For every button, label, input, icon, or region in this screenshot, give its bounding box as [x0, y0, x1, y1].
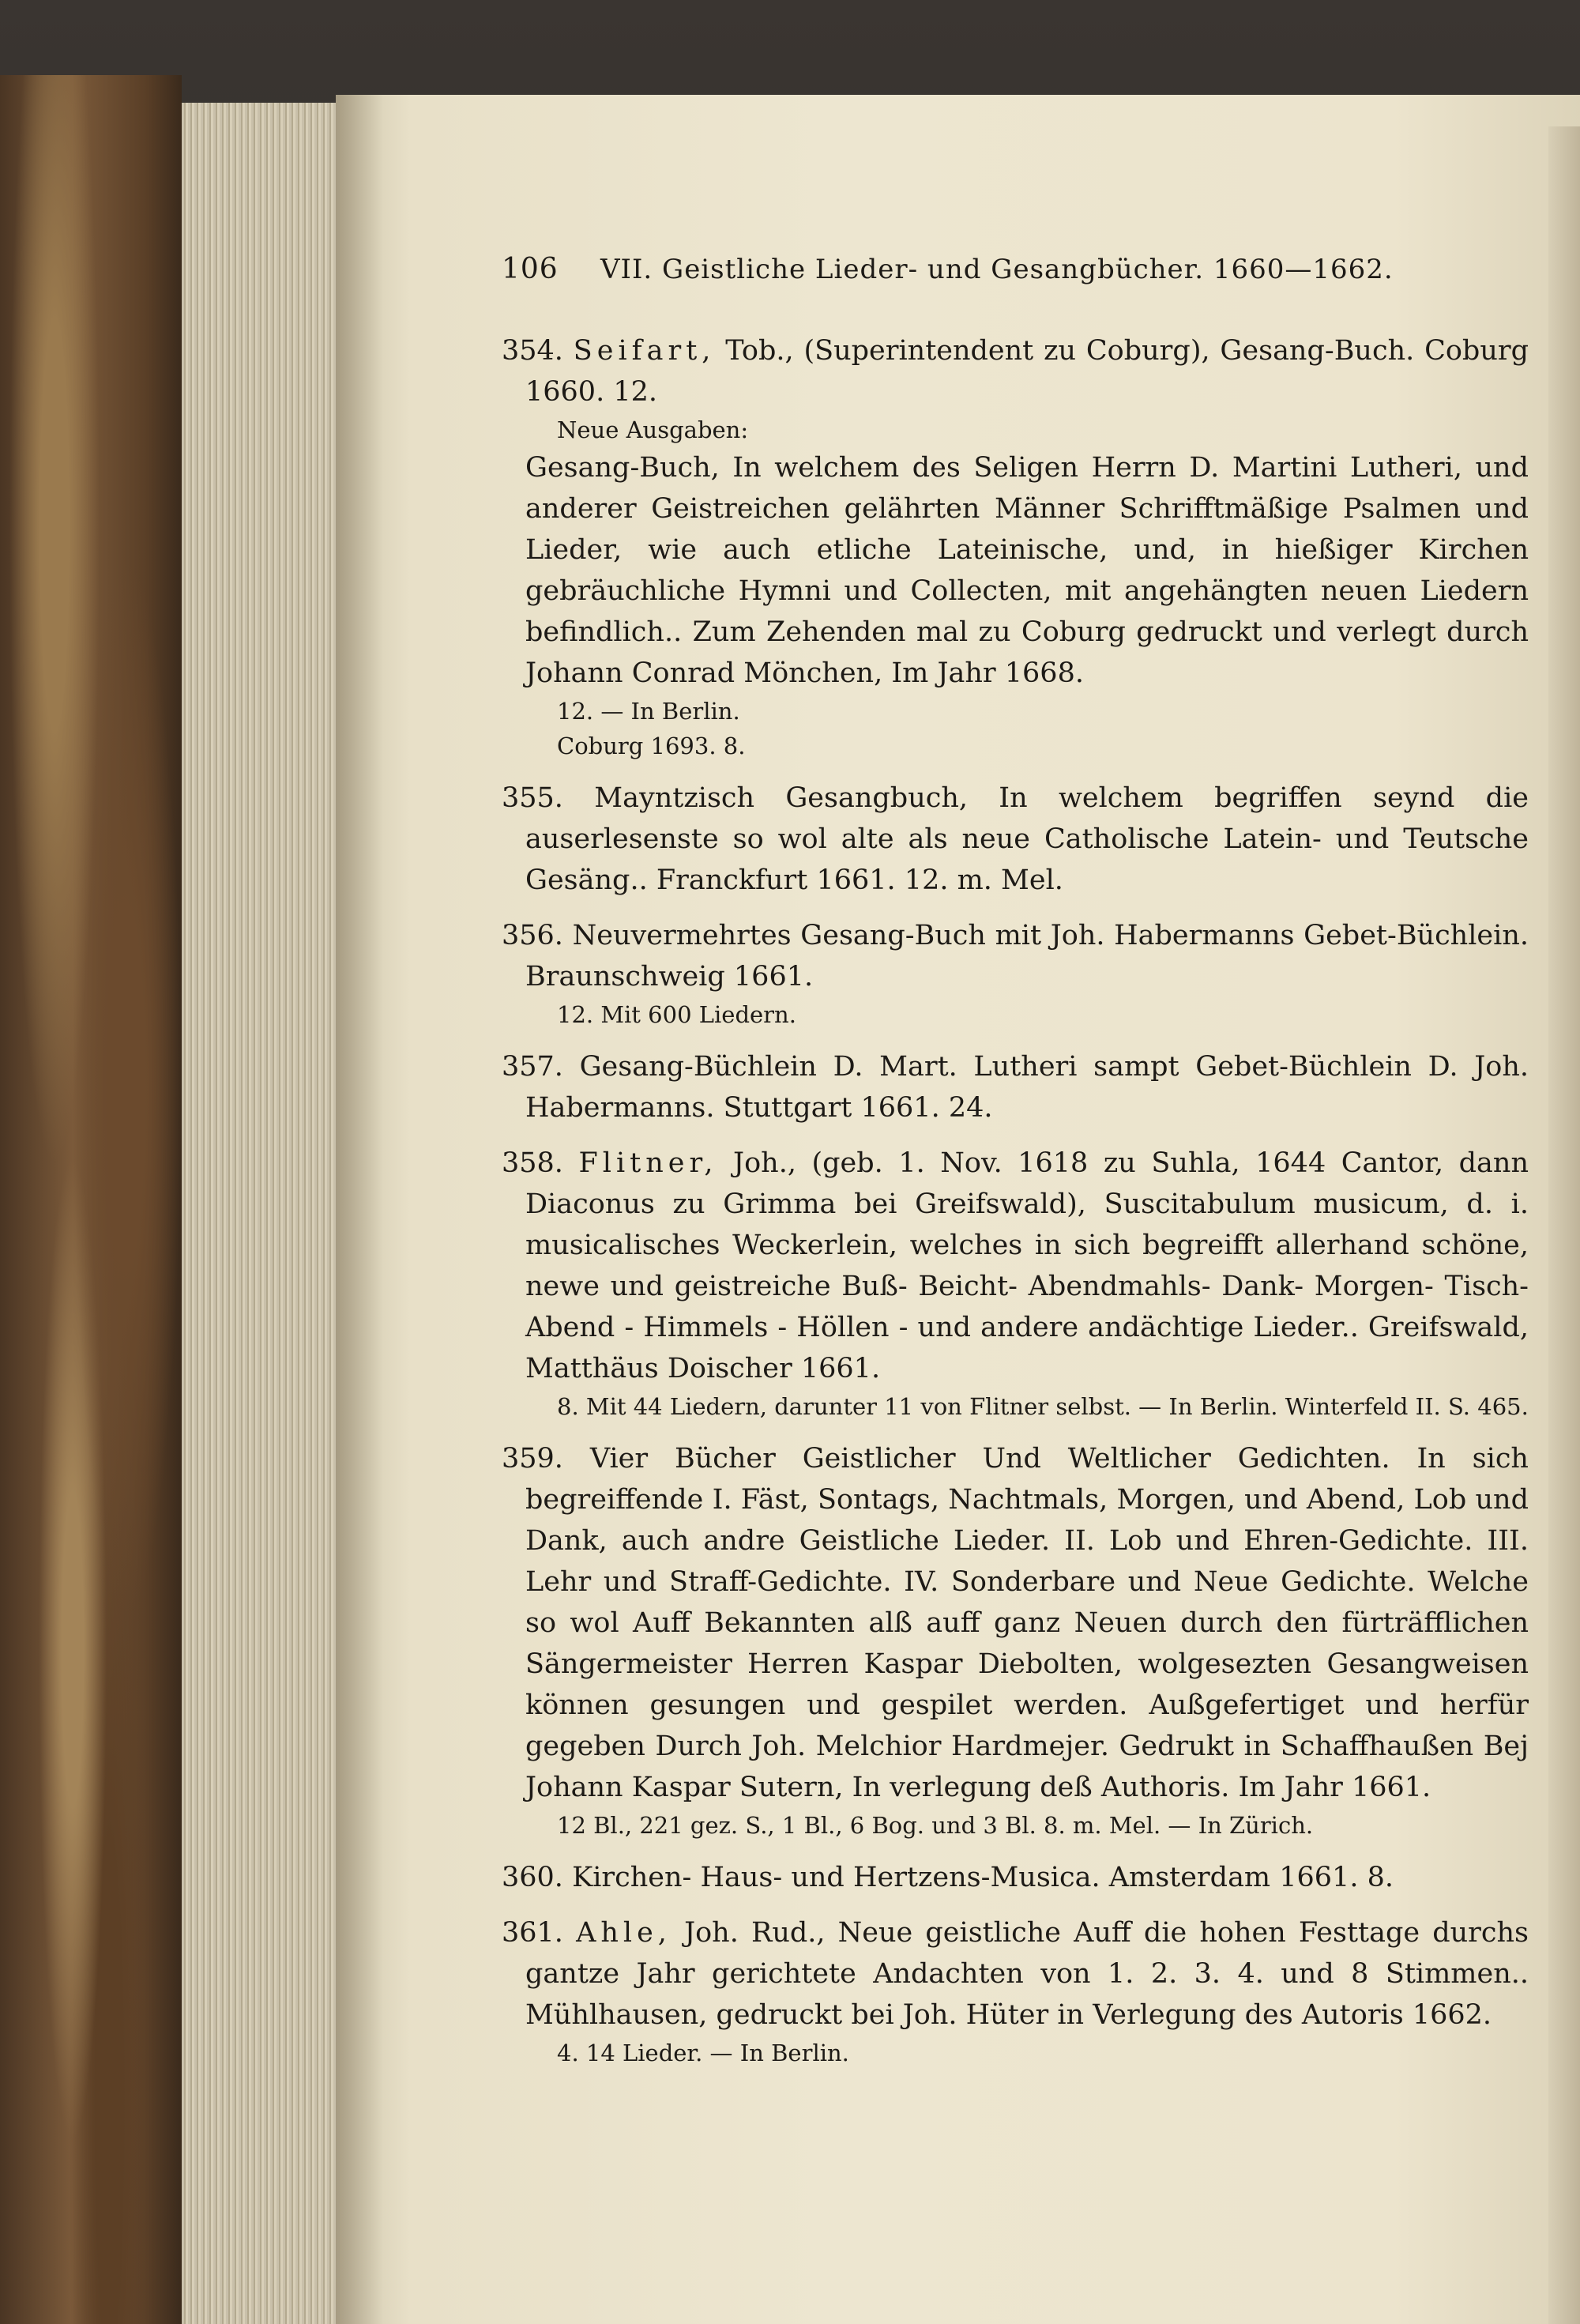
entry-author: Seifart, — [573, 335, 716, 367]
entry-body: Neuvermehrtes Gesang-Buch mit Joh. Habermanns Gebet-Büchlein. Braunschweig 1661. — [525, 920, 1529, 993]
entry-body-continued: Gesang-Buch, In welchem des Seligen Herrn D. Martini Lutheri, und anderer Geistreichen gelährten Männer Schrifftmäßige Psalmen und Lieder, wie auch etliche Lateinische, und, in hießiger Kirchen gebräuchliche Hymni und Collecten, mit angehängten neuen Liedern befindlich.. Zum Zehenden mal zu Coburg gedruckt und verlegt durch Johann Conrad Mönchen, Im Jahr 1668. — [525, 452, 1529, 689]
marbled-cover — [0, 75, 182, 2324]
entry-number: 356. — [502, 920, 563, 951]
entry-number: 359. — [502, 1443, 563, 1475]
entry-358 — [502, 1143, 1529, 1424]
entry-text — [502, 330, 1529, 412]
entry-body: Joh. Rud., Neue geistliche Auff die hohen Festtage durchs gantze Jahr gerichtete Andachten von 1. 2. 3. 4. und 8 Stimmen.. Mühlhausen, gedruckt bei Joh. Hüter in Verlegung des Autoris 1662. — [525, 1917, 1529, 2031]
entry-author: Ahle, — [576, 1917, 672, 1949]
page-number: 106 — [502, 253, 559, 285]
page-header — [502, 253, 1529, 316]
entry-note: 4. 14 Lieder. — In Berlin. — [557, 2040, 849, 2066]
page-right-edge — [1548, 126, 1580, 2324]
entry-body: Tob., (Superintendent zu Coburg), Gesang-Buch. Coburg 1660. 12. — [525, 335, 1529, 408]
entry-355 — [502, 778, 1529, 901]
entry-text — [502, 1046, 1529, 1128]
entry-357 — [502, 1046, 1529, 1128]
entry-note: 12 Bl., 221 gez. S., 1 Bl., 6 Bog. und 3 Bl. 8. m. Mel. — In Zürich. — [557, 1812, 1314, 1839]
entry-text — [502, 1912, 1529, 2036]
running-title: VII. Geistliche Lieder- und Gesangbücher. 1660—1662. — [600, 254, 1394, 285]
entry-body: Vier Bücher Geistlicher Und Weltlicher Gedichten. In sich begreiffende I. Fäst, Sontags, Nachtmals, Morgen, und Abend, Lob und Dank, auch andre Geistliche Lieder. II. Lob und Ehren-Gedichte. III. Lehr und Straff-Gedichte. IV. Sonderbare und Neue Gedichte. Welche so wol Auff Bekannten alß auff ganz Neuen durch den fürträfflichen Sängermeister Herren Kaspar Diebolten, wolgesezten Gesangweisen können gesungen und gespilet werden. Außgefertiget und herfür gegeben Durch Joh. Melchior Hardmejer. Gedrukt in Schaffhaußen Bej Johann Kaspar Sutern, In verlegung deß Authoris. Im Jahr 1661. — [525, 1443, 1529, 1803]
entry-number: 354. — [502, 335, 563, 367]
entry-note: Coburg 1693. 8. — [557, 733, 746, 759]
entry-body: Gesang-Büchlein D. Mart. Lutheri sampt Gebet-Büchlein D. Joh. Habermanns. Stuttgart 1661. 24. — [525, 1051, 1529, 1124]
gutter-shadow — [336, 95, 383, 2324]
entry-361 — [502, 1912, 1529, 2070]
entry-text — [502, 1857, 1529, 1898]
entry-text — [502, 778, 1529, 901]
entry-number: 358. — [502, 1147, 563, 1179]
entry-note: 12. — In Berlin. — [557, 698, 740, 725]
entry-text — [502, 1438, 1529, 1808]
entry-body: Joh., (geb. 1. Nov. 1618 zu Suhla, 1644 Cantor, dann Diaconus zu Grimma bei Greifswald), Suscitabulum musicum, d. i. musicalisches Weckerlein, welches in sich begreifft allerhand schöne, newe und geistreiche Buß- Beicht- Abendmahls- Dank- Morgen- Tisch-Abend - Himmels - Höllen - und andere andächtige Lieder.. Greifswald, Matthäus Doischer 1661. — [525, 1147, 1529, 1384]
entry-number: 355. — [502, 782, 563, 814]
entry-author: Flitner, — [578, 1147, 718, 1179]
entry-body: Mayntzisch Gesangbuch, In welchem begriffen seynd die auserlesenste so wol alte als neue Catholische Latein- und Teutsche Gesäng.. Franckfurt 1661. 12. m. Mel. — [525, 782, 1529, 896]
entry-note: 12. Mit 600 Liedern. — [557, 1001, 796, 1028]
entry-note: 8. Mit 44 Liedern, darunter 11 von Flitner selbst. — In Berlin. Winterfeld II. S. 465. — [557, 1393, 1529, 1420]
entry-number: 357. — [502, 1051, 563, 1083]
entry-number: 360. — [502, 1862, 563, 1893]
entry-body: Kirchen- Haus- und Hertzens-Musica. Amsterdam 1661. 8. — [572, 1862, 1394, 1893]
entry-text — [502, 915, 1529, 997]
entry-359 — [502, 1438, 1529, 1843]
page-text — [502, 253, 1529, 2070]
entry-354 — [502, 330, 1529, 763]
entry-subheading: Neue Ausgaben: — [557, 416, 749, 443]
entry-number: 361. — [502, 1917, 563, 1949]
entry-356 — [502, 915, 1529, 1032]
page-edges — [182, 103, 336, 2324]
entry-text — [502, 1143, 1529, 1389]
entry-360 — [502, 1857, 1529, 1898]
